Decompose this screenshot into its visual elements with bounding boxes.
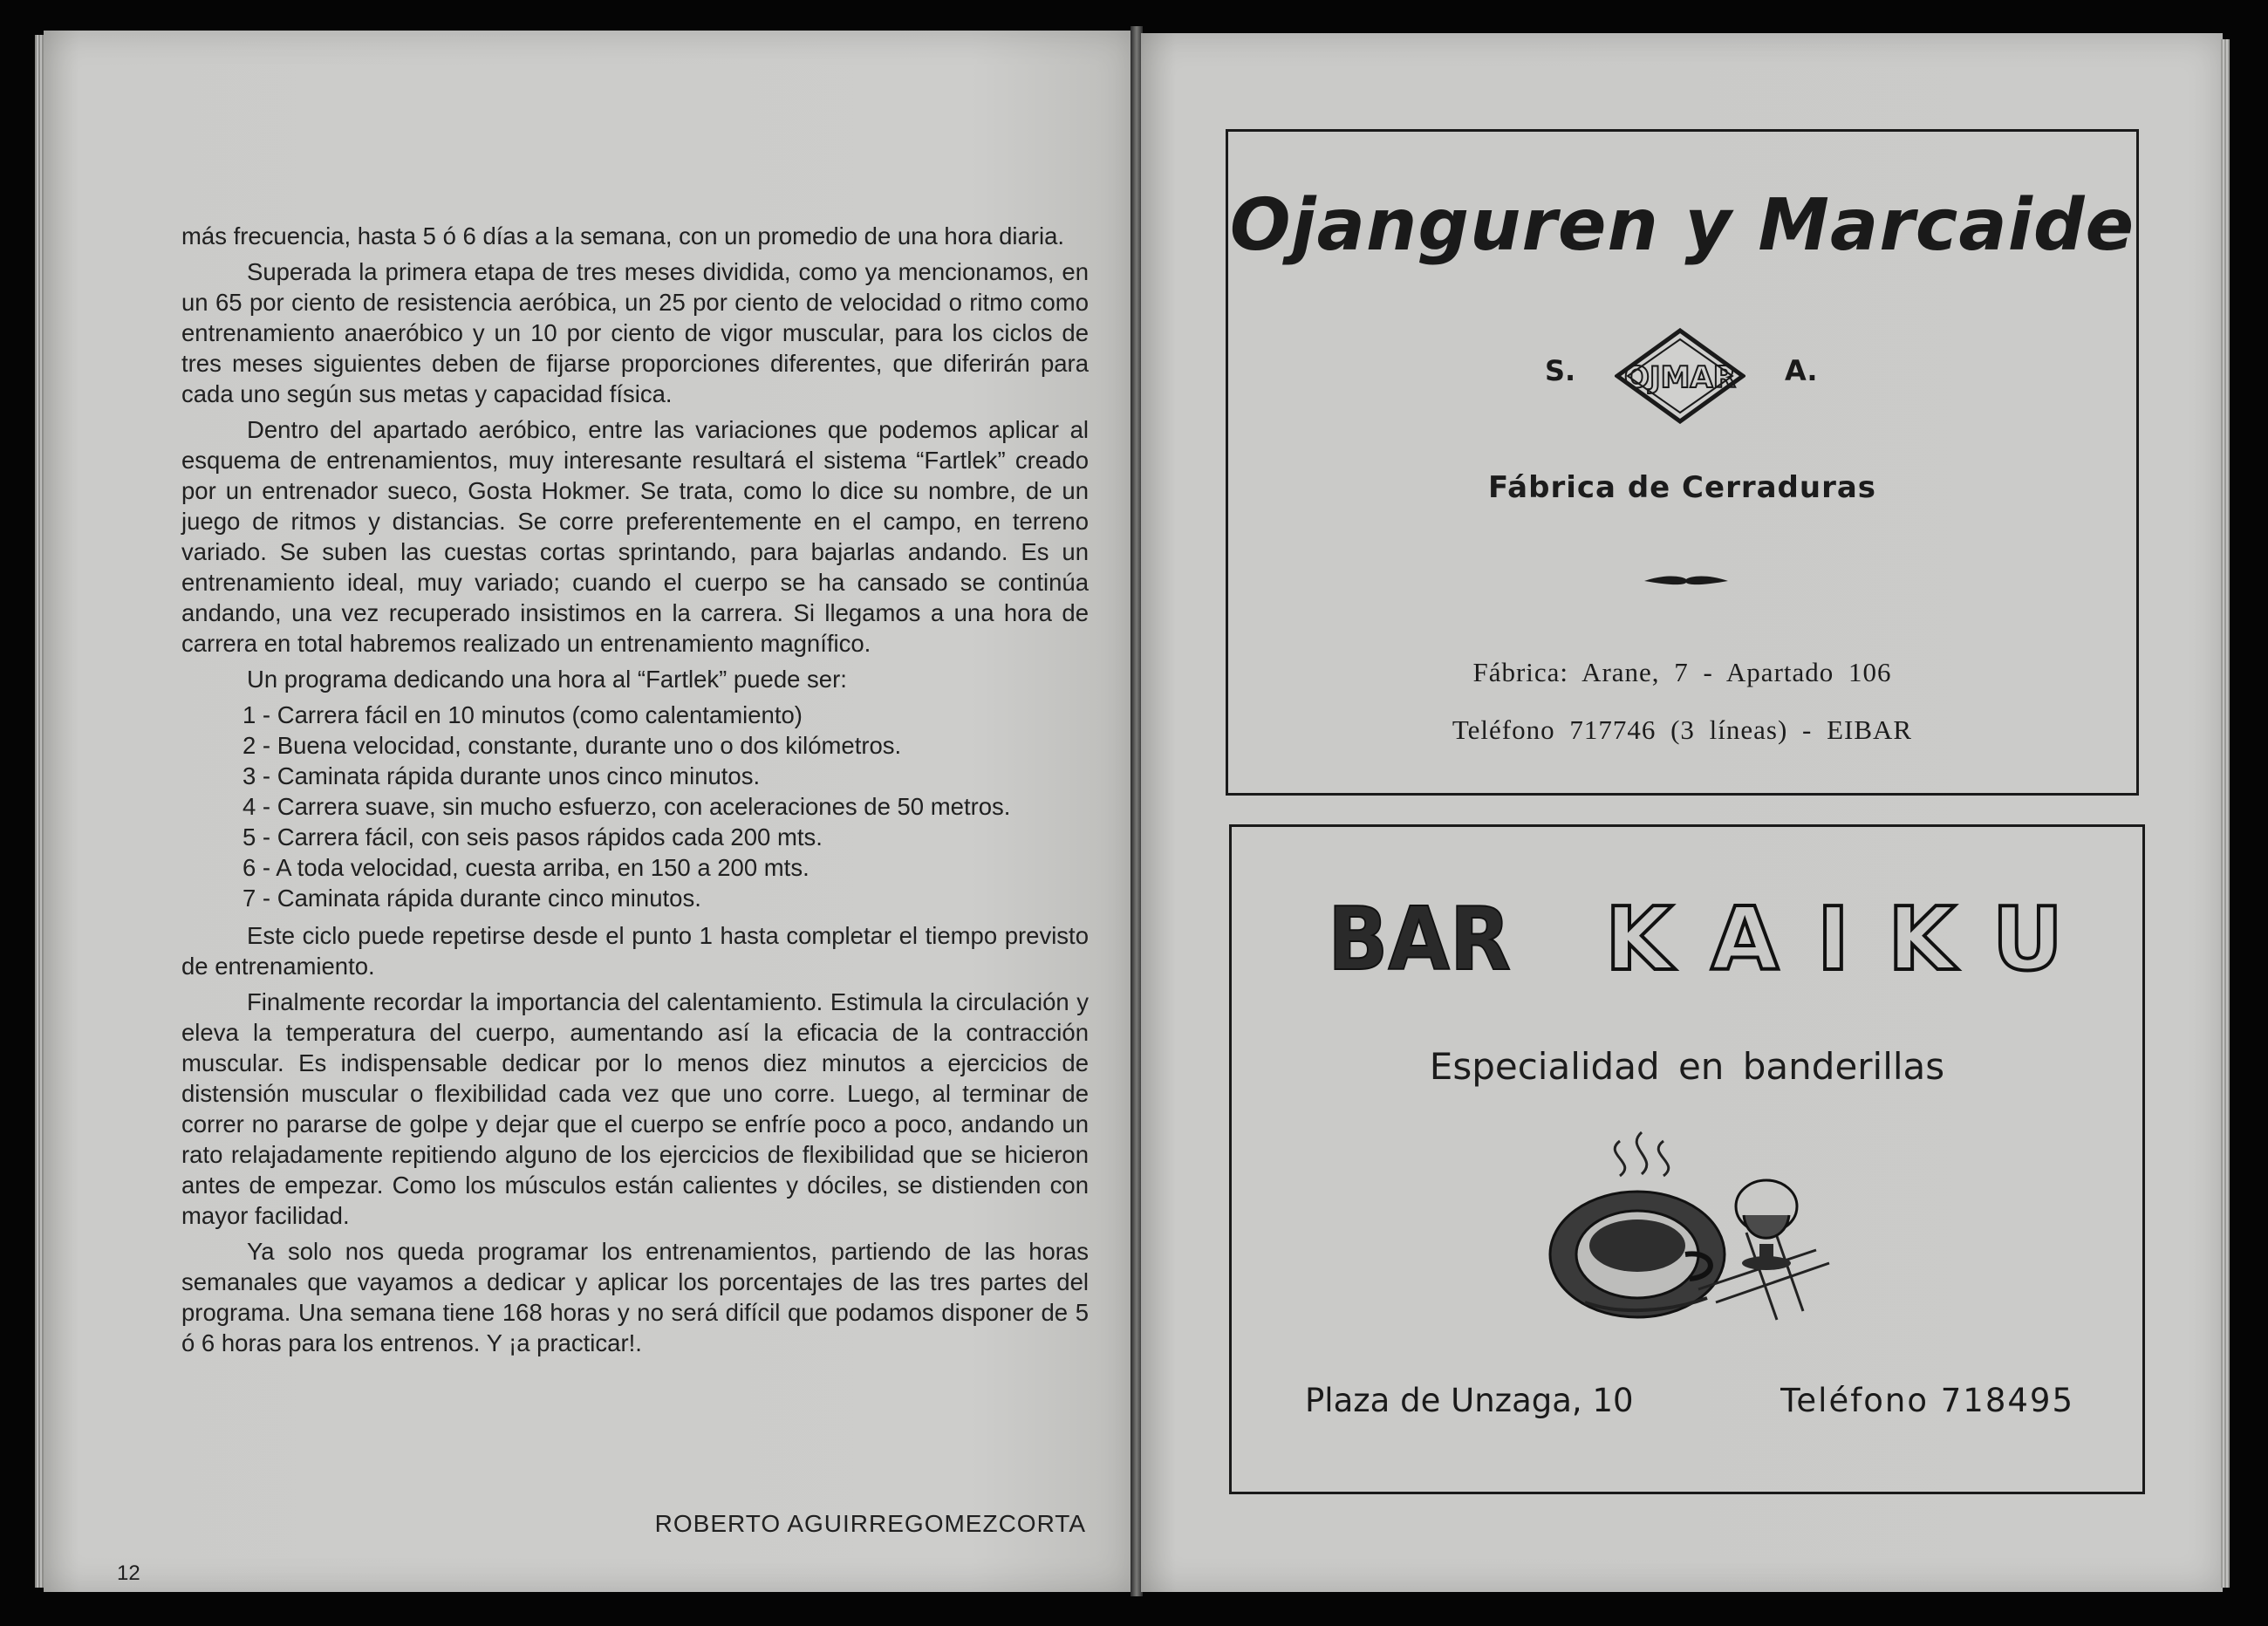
article-text	[181, 221, 1089, 1363]
ojmar-logo	[1615, 328, 1745, 424]
address-line: Fábrica: Arane, 7 - Apartado 106	[1472, 657, 1892, 687]
list-item: 6 - A toda velocidad, cuesta arriba, en 150 a 200 mts.	[243, 854, 810, 881]
kaiku-word: KAIKU	[1605, 888, 2063, 984]
paragraph: Este ciclo puede repetirse desde el punto 1 hasta completar el tiempo previsto de entrenamiento.	[181, 922, 1089, 980]
page-number: 12	[117, 1561, 140, 1585]
paragraph: más frecuencia, hasta 5 ó 6 días a la semana, con un promedio de una hora diaria.	[181, 222, 1065, 249]
right-page-edge	[2221, 39, 2230, 1588]
bar-word: BAR	[1328, 888, 1511, 984]
sa-row	[1228, 328, 2136, 424]
phone-line: Teléfono 717746 (3 líneas) - EIBAR	[1452, 714, 1913, 745]
ornament-icon	[1643, 572, 1730, 594]
sa-left: S.	[1545, 354, 1576, 387]
paragraph: Un programa dedicando una hora al “Fartlek” puede ser:	[247, 666, 847, 693]
bar-phone: Teléfono 718495	[1780, 1382, 2074, 1419]
paragraph: Ya solo nos queda programar los entrenamientos, partiendo de las horas semanales que vayamos a dedicar y aplicar los porcentajes de las tres partes del programa. Una semana tiene 168 horas y no será difícil que podamos disponer de 5 ó 6 horas para los entrenos. Y ¡a practicar!.	[181, 1238, 1089, 1356]
sa-right: A.	[1785, 354, 1818, 387]
company-name: Ojanguren y Marcaide	[1229, 184, 2135, 267]
list-item: 4 - Carrera suave, sin mucho esfuerzo, con aceleraciones de 50 metros.	[243, 793, 1011, 820]
tagline: Especialidad en banderillas	[1429, 1045, 1945, 1088]
coffee-cup-icon	[1541, 1124, 1838, 1329]
list-item: 7 - Caminata rápida durante cinco minutos.	[243, 885, 701, 912]
program-list	[243, 700, 1089, 913]
paragraph: Finalmente recordar la importancia del calentamiento. Estimula la circulación y eleva la temperatura del cuerpo, aumentando así la eficacia de la contracción muscular. Es indispensable dedicar por lo menos diez minutos a ejercicios de distensión muscular o flexibilidad cada vez que uno corre. Luego, al terminar de correr no pararse de golpe y dejar que el cuerpo se enfríe poco a poco, andando un rato relajadamente repitiendo alguno de los ejercicios de flexibilidad que se hicieron antes de empezar. Como los músculos están calientes y dóciles, se distienden con mayor facilidad.	[181, 988, 1089, 1229]
ad-ojanguren-marcaide	[1226, 129, 2139, 796]
list-item: 5 - Carrera fácil, con seis pasos rápidos cada 200 mts.	[243, 823, 823, 851]
author-signature: ROBERTO AGUIRREGOMEZCORTA	[654, 1510, 1086, 1537]
list-item: 2 - Buena velocidad, constante, durante uno o dos kilómetros.	[243, 732, 902, 759]
logo-text: OJMAR	[1624, 360, 1736, 395]
paragraph: Superada la primera etapa de tres meses dividida, como ya mencionamos, en un 65 por ciento de resistencia aeróbica, un 25 por ciento de velocidad o ritmo como entrenamiento anaeróbico y un 10 por ciento de vigor muscular, para los ciclos de tres meses siguientes deben de fijarse proporciones diferentes, que diferirán para cada uno según sus metas y capacidad física.	[181, 258, 1089, 407]
bar-title	[1232, 888, 2142, 984]
paragraph: Dentro del apartado aeróbico, entre las variaciones que podemos aplicar al esquema de entrenamientos, muy interesante resultará el sistema “Fartlek” creado por un entrenador sueco, Gosta Hokmer. Se trata, como lo dice su nombre, de un juego de ritmos y distancias. Se corre preferentemente en el campo, en terreno variado. Se suben las cuestas cortas sprintando, para bajarlas andando. Es un entrenamiento ideal, muy variado; cuando el cuerpo se ha cansado se continúa andando, una vez recuperado insistimos en la carrera. Si llegamos a una hora de carrera en total habremos realizado un entrenamiento magnífico.	[181, 416, 1089, 657]
bar-address: Plaza de Unzaga, 10	[1305, 1382, 1634, 1419]
list-item: 1 - Carrera fácil en 10 minutos (como calentamiento)	[243, 701, 803, 728]
ad-bar-kaiku	[1229, 824, 2145, 1494]
subtitle: Fábrica de Cerraduras	[1487, 470, 1877, 505]
left-page	[44, 31, 1134, 1592]
list-item: 3 - Caminata rápida durante unos cinco minutos.	[243, 762, 761, 789]
